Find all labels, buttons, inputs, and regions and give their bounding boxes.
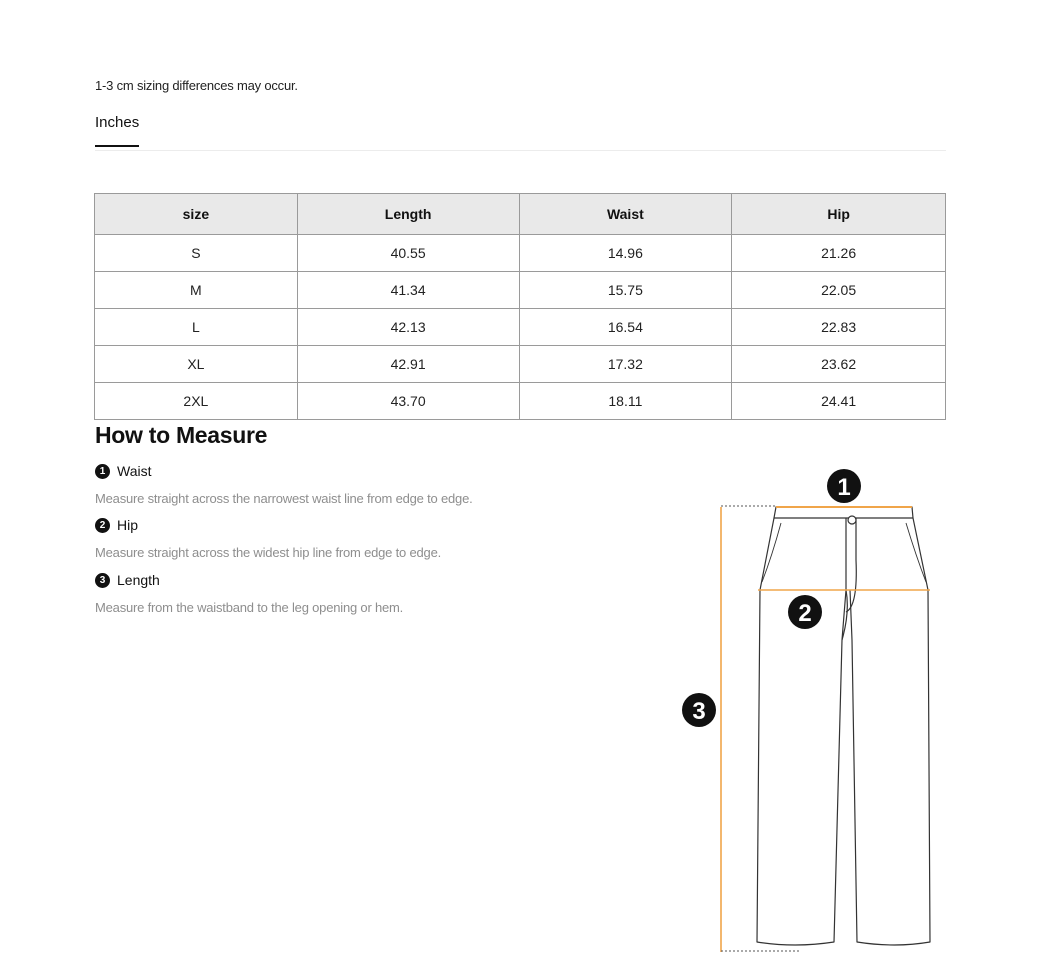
number-two-icon: 2: [95, 518, 110, 533]
table-header: Length: [297, 194, 519, 235]
measure-item-waist: [95, 463, 151, 479]
table-cell: 17.32: [519, 346, 732, 383]
table-cell: 24.41: [732, 383, 946, 420]
number-one-icon: 1: [95, 464, 110, 479]
measure-label: Length: [117, 572, 160, 588]
number-three-icon: 3: [95, 573, 110, 588]
measure-lines: [721, 506, 930, 952]
table-header: Waist: [519, 194, 732, 235]
measure-desc: Measure from the waistband to the leg opening or hem.: [95, 600, 404, 615]
table-cell: 41.34: [297, 272, 519, 309]
table-cell: 16.54: [519, 309, 732, 346]
table-cell: 2XL: [95, 383, 298, 420]
table-cell: 21.26: [732, 235, 946, 272]
size-table: [94, 193, 946, 420]
marker-label: 3: [692, 698, 706, 725]
marker-label: 2: [798, 600, 812, 627]
table-cell: 43.70: [297, 383, 519, 420]
table-cell: 42.91: [297, 346, 519, 383]
measure-desc: Measure straight across the widest hip line from edge to edge.: [95, 545, 442, 560]
table-header: size: [95, 194, 298, 235]
how-to-measure-title: How to Measure: [95, 422, 268, 448]
table-cell: XL: [95, 346, 298, 383]
table-cell: L: [95, 309, 298, 346]
measure-desc: Measure straight across the narrowest waist line from edge to edge.: [95, 491, 473, 506]
pants-measurement-diagram: [680, 466, 960, 966]
marker-three-icon: [682, 693, 716, 727]
table-row: [95, 346, 946, 383]
table-header: Hip: [732, 194, 946, 235]
unit-tabs: [95, 112, 946, 151]
table-cell: 22.05: [732, 272, 946, 309]
table-row: [95, 272, 946, 309]
table-cell: M: [95, 272, 298, 309]
table-cell: 15.75: [519, 272, 732, 309]
measure-label: Hip: [117, 517, 139, 533]
measure-label: Waist: [117, 463, 152, 479]
table-header-row: [95, 194, 946, 235]
tab-inches[interactable]: Inches: [95, 114, 139, 147]
measure-item-length: [95, 572, 160, 588]
marker-one-icon: [827, 469, 861, 503]
table-row: [95, 383, 946, 420]
table-cell: 14.96: [519, 235, 732, 272]
marker-two-icon: [788, 595, 822, 629]
table-cell: S: [95, 235, 298, 272]
sizing-note: 1-3 cm sizing differences may occur.: [95, 78, 298, 93]
table-cell: 42.13: [297, 309, 519, 346]
marker-label: 1: [837, 474, 851, 501]
table-row: [95, 235, 946, 272]
table-cell: 23.62: [732, 346, 946, 383]
pants-outline-icon: [757, 507, 930, 945]
measure-item-hip: [95, 517, 138, 533]
table-cell: 40.55: [297, 235, 519, 272]
table-row: [95, 309, 946, 346]
table-cell: 22.83: [732, 309, 946, 346]
table-cell: 18.11: [519, 383, 732, 420]
